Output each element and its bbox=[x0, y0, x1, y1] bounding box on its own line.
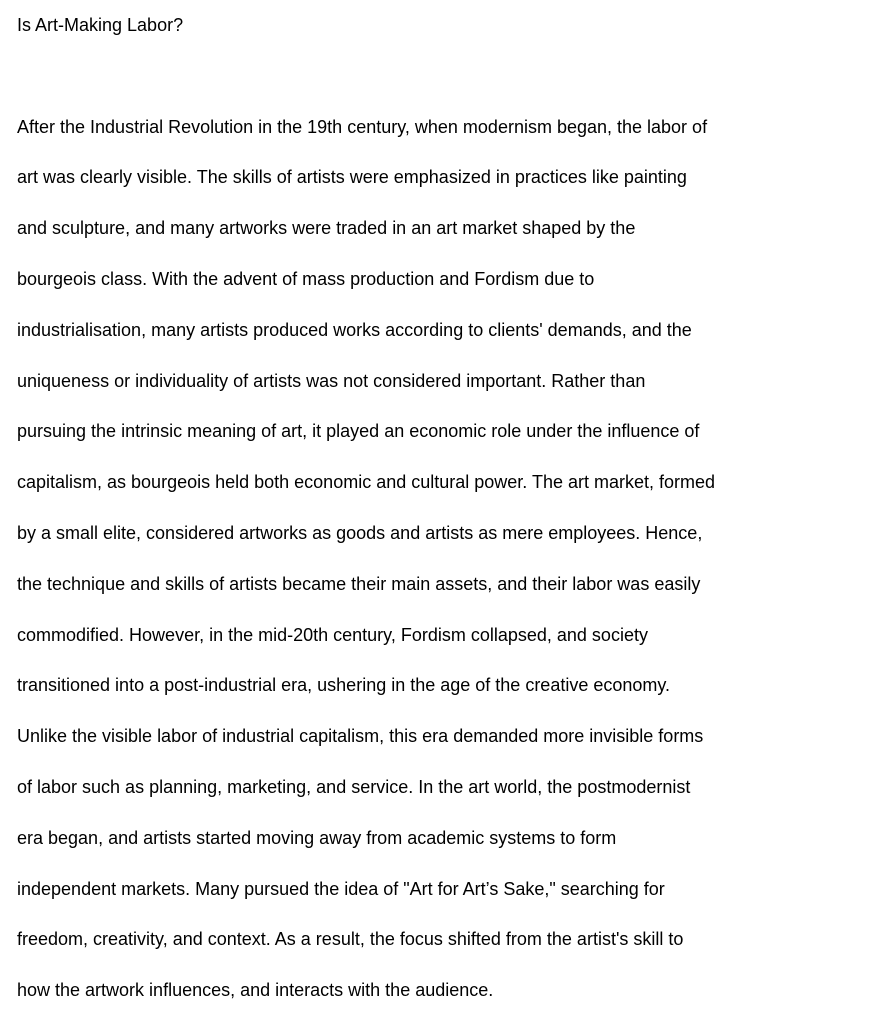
paragraph-line: industrialisation, many artists produced works according to clients' demands, and the bbox=[17, 319, 692, 340]
paragraph-line: of labor such as planning, marketing, and service. In the art world, the postmodernist bbox=[17, 776, 691, 797]
paragraph-line: the technique and skills of artists became their main assets, and their labor was easily bbox=[17, 573, 701, 594]
paragraph-line: capitalism, as bourgeois held both economic and cultural power. The art market, formed bbox=[17, 472, 716, 493]
paragraph-line: independent markets. Many pursued the idea of "Art for Art’s Sake," searching for bbox=[17, 878, 665, 899]
paragraph-line: how the artwork influences, and interacts with the audience. bbox=[17, 980, 494, 1001]
paragraph-line: era began, and artists started moving away from academic systems to form bbox=[17, 827, 617, 848]
paragraph-line: commodified. However, in the mid-20th century, Fordism collapsed, and society bbox=[17, 624, 648, 645]
paragraph-line: freedom, creativity, and context. As a result, the focus shifted from the artist's skill to bbox=[17, 929, 684, 950]
document-title: Is Art-Making Labor? bbox=[17, 15, 184, 35]
paragraph-line: Unlike the visible labor of industrial capitalism, this era demanded more invisible forms bbox=[17, 726, 704, 747]
paragraph-line: and sculpture, and many artworks were traded in an art market shaped by the bbox=[17, 218, 636, 239]
paragraph-line: bourgeois class. With the advent of mass production and Fordism due to bbox=[17, 268, 595, 289]
paragraph-line: uniqueness or individuality of artists was not considered important. Rather than bbox=[17, 370, 646, 391]
paragraph-line: art was clearly visible. The skills of artists were emphasized in practices like painting bbox=[17, 167, 687, 188]
paragraph-line: transitioned into a post-industrial era, ushering in the age of the creative economy. bbox=[17, 675, 671, 696]
blank-line bbox=[17, 51, 875, 102]
paragraph-line: After the Industrial Revolution in the 19th century, when modernism began, the labor of bbox=[17, 116, 708, 137]
paragraph-line: by a small elite, considered artworks as goods and artists as mere employees. Hence, bbox=[17, 522, 703, 543]
paragraph-line: pursuing the intrinsic meaning of art, it played an economic role under the influence of bbox=[17, 421, 700, 442]
